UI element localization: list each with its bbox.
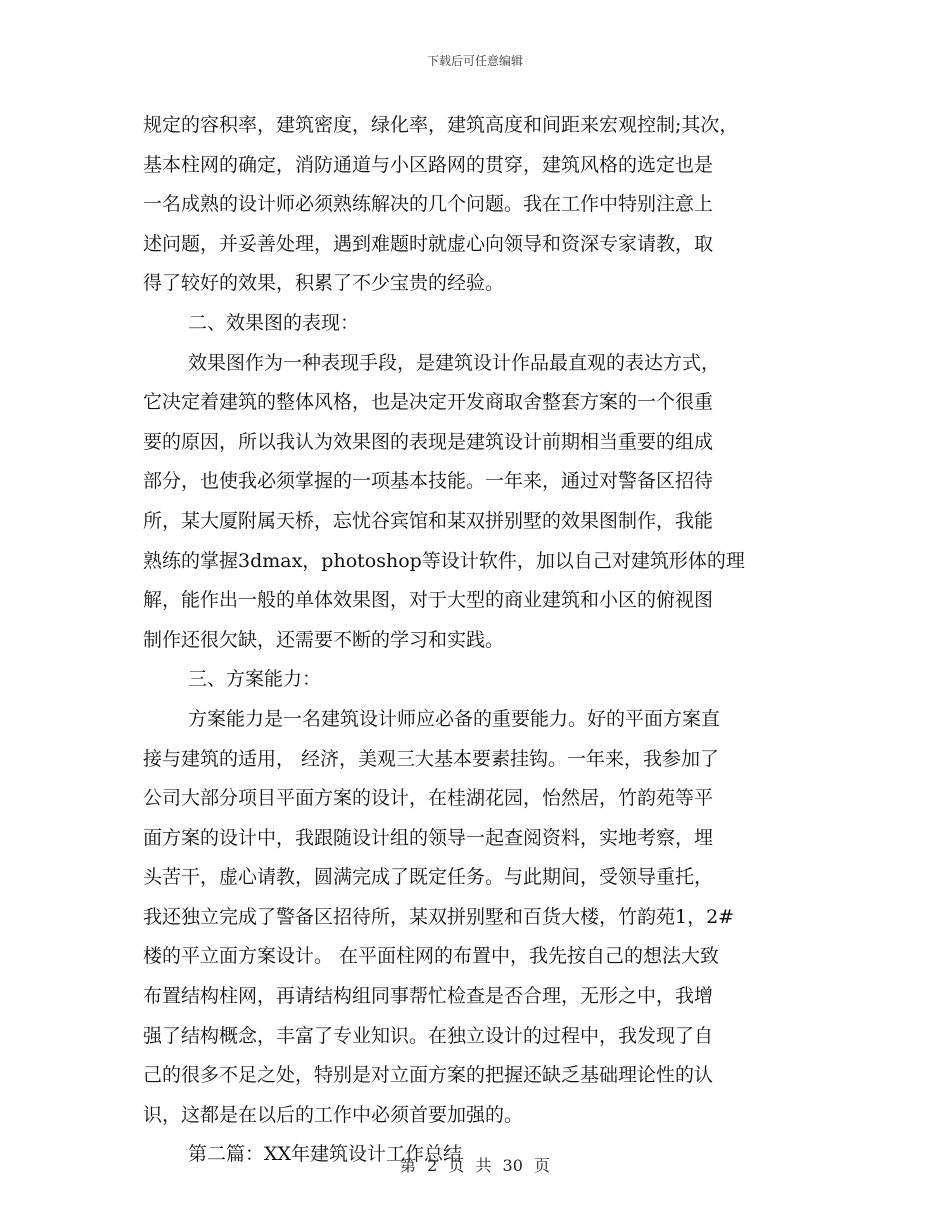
text-line: 方案能力是一名建筑设计师应必备的重要能力。好的平面方案直	[188, 707, 721, 730]
text-line: 基本柱网的确定，消防通道与小区路网的贯穿，建筑风格的选定也是	[143, 153, 714, 176]
text-line: 得了较好的效果，积累了不少宝贵的经验。	[143, 272, 505, 295]
text-line: 解，能作出一般的单体效果图，对于大型的商业建筑和小区的俯视图	[143, 589, 714, 612]
section-heading: 二、效果图的表现：	[188, 311, 360, 334]
text-line: 我还独立完成了警备区招待所，某双拼别墅和百货大楼，竹韵苑1，2#	[143, 905, 735, 928]
text-line: 述问题，并妥善处理，遇到难题时就虚心向领导和资深专家请教，取	[143, 232, 714, 255]
page-number: 第 2 页 共 30 页	[400, 1156, 550, 1175]
document-body	[143, 106, 823, 1175]
text-line: 公司大部分项目平面方案的设计，在桂湖花园，怡然居，竹韵苑等平	[143, 787, 714, 810]
text-line: 所，某大厦附属天桥，忘忧谷宾馆和某双拼别墅的效果图制作，我能	[143, 509, 714, 532]
chapter-heading: 第二篇：XX年建筑设计工作总结	[188, 1143, 463, 1166]
text-line: 布置结构柱网，再请结构组同事帮忙检查是否合理，无形之中，我增	[143, 985, 714, 1008]
text-line: 接与建筑的适用， 经济，美观三大基本要素挂钩。一年来，我参加了	[143, 747, 720, 770]
text-line: 识，这都是在以后的工作中必须首要加强的。	[143, 1103, 524, 1126]
section-heading: 三、方案能力：	[188, 668, 322, 691]
text-line: 效果图作为一种表现手段，是建筑设计作品最直观的表达方式，	[188, 351, 721, 374]
text-line: 强了结构概念，丰富了专业知识。在独立设计的过程中，我发现了自	[143, 1024, 714, 1047]
text-line: 楼的平立面方案设计。 在平面柱网的布置中，我先按自己的想法大致	[143, 945, 720, 968]
text-line: 要的原因，所以我认为效果图的表现是建筑设计前期相当重要的组成	[143, 430, 714, 453]
page-header-note: 下载后可任意编辑	[426, 54, 523, 68]
text-line: 己的很多不足之处，特别是对立面方案的把握还缺乏基础理论性的认	[143, 1064, 714, 1087]
text-line: 一名成熟的设计师必须熟练解决的几个问题。我在工作中特别注意上	[143, 193, 714, 216]
text-line: 部分，也使我必须掌握的一项基本技能。一年来，通过对警备区招待	[143, 470, 714, 493]
text-line: 头苦干，虚心请教，圆满完成了既定任务。与此期间，受领导重托，	[143, 866, 714, 889]
text-line: 规定的容积率，建筑密度，绿化率，建筑高度和间距来宏观控制;其次，	[143, 114, 739, 136]
text-line: 制作还很欠缺，还需要不断的学习和实践。	[143, 628, 505, 651]
text-line: 它决定着建筑的整体风格，也是决定开发商取舍整套方案的一个很重	[143, 391, 714, 414]
text-line: 熟练的掌握3dmax，photoshop等设计软件，加以自己对建筑形体的理	[143, 549, 745, 572]
text-line: 面方案的设计中，我跟随设计组的领导一起查阅资料，实地考察，埋	[143, 826, 714, 849]
